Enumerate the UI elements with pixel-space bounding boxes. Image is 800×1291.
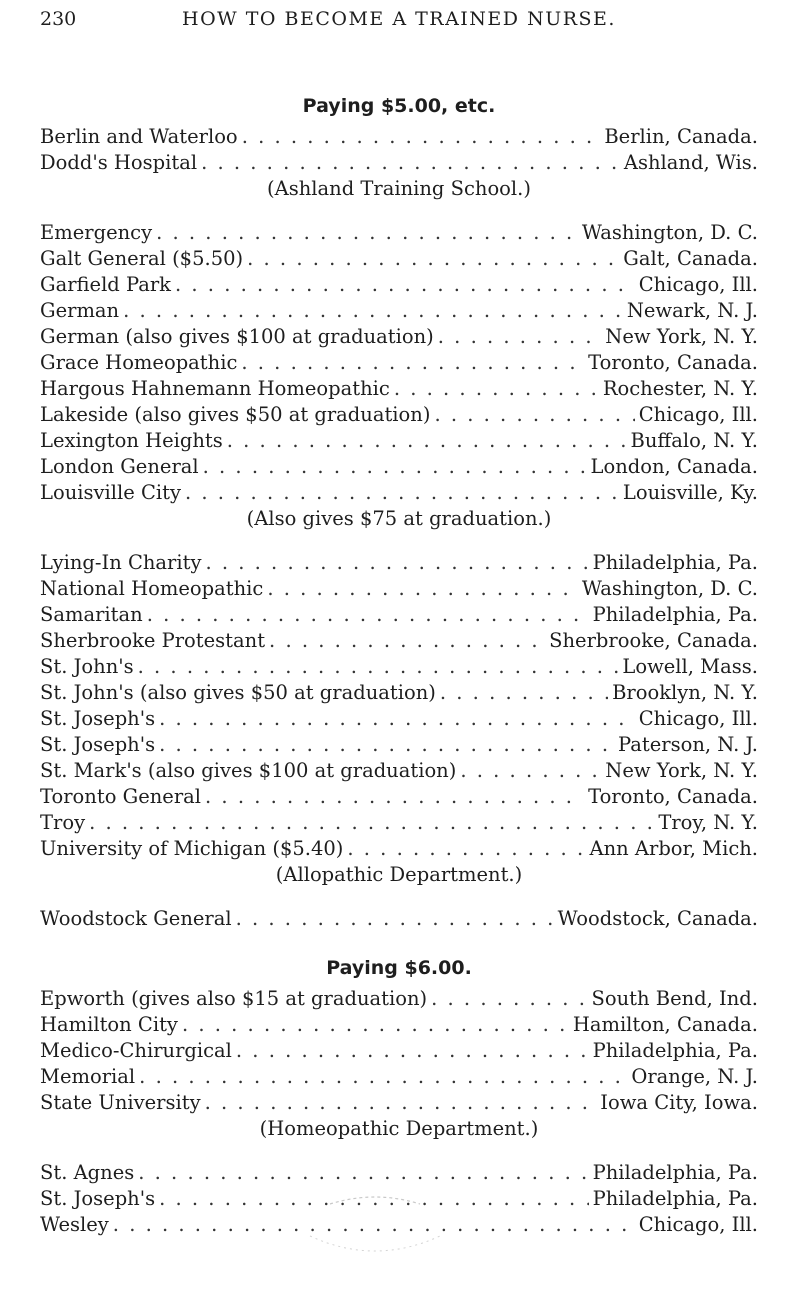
hospital-location: Hamilton, Canada.	[572, 1013, 758, 1036]
hospital-entry	[40, 602, 758, 628]
library-stamp	[300, 1196, 450, 1286]
hospital-name: Emergency	[40, 221, 153, 244]
hospital-entry	[40, 706, 758, 732]
dot-leader	[159, 732, 614, 758]
hospital-name: Berlin and Waterloo	[40, 125, 238, 148]
rate-section	[40, 88, 758, 932]
hospital-entry	[40, 272, 758, 298]
hospital-group	[40, 550, 758, 888]
running-title: HOW TO BECOME A TRAINED NURSE.	[182, 8, 616, 30]
hospital-entry	[40, 628, 758, 654]
hospital-entry	[40, 480, 758, 506]
hospital-list	[40, 88, 758, 1238]
hospital-entry	[40, 324, 758, 350]
hospital-name: Memorial	[40, 1065, 136, 1088]
hospital-name: Woodstock General	[40, 907, 232, 930]
hospital-entry	[40, 454, 758, 480]
hospital-location: Philadelphia, Pa.	[592, 1161, 758, 1184]
dot-leader	[201, 150, 620, 176]
dot-leader	[205, 784, 584, 810]
dot-leader	[182, 1012, 569, 1038]
hospital-entry	[40, 758, 758, 784]
hospital-location: Orange, N. J.	[631, 1065, 758, 1088]
dot-leader	[156, 220, 578, 246]
hospital-entry	[40, 986, 758, 1012]
section-title: Paying $5.00, etc.	[302, 95, 496, 117]
hospital-location: Chicago, Ill.	[638, 273, 758, 296]
rate-section	[40, 950, 758, 1238]
hospital-location: Philadelphia, Pa.	[592, 1039, 758, 1062]
hospital-name: St. John's	[40, 655, 134, 678]
hospital-entry	[40, 784, 758, 810]
dot-leader	[227, 428, 627, 454]
hospital-name: Louisville City	[40, 481, 181, 504]
hospital-location: Ann Arbor, Mich.	[589, 837, 758, 860]
spacer	[40, 932, 758, 950]
dot-leader	[123, 298, 623, 324]
hospital-name: St. Joseph's	[40, 707, 156, 730]
hospital-location: Woodstock, Canada.	[557, 907, 758, 930]
hospital-entry	[40, 1090, 758, 1116]
hospital-name: Toronto General	[40, 785, 202, 808]
hospital-name: St. Joseph's	[40, 1187, 156, 1210]
hospital-entry	[40, 402, 758, 428]
hospital-location: Toronto, Canada.	[588, 785, 758, 808]
hospital-entry	[40, 1038, 758, 1064]
group-note: (Allopathic Department.)	[275, 863, 523, 886]
dot-leader	[269, 628, 545, 654]
dot-leader	[185, 480, 619, 506]
hospital-name: Hamilton City	[40, 1013, 178, 1036]
hospital-location: Chicago, Ill.	[638, 403, 758, 426]
hospital-location: Iowa City, Iowa.	[600, 1091, 758, 1114]
hospital-entry	[40, 350, 758, 376]
hospital-entry	[40, 150, 758, 176]
dot-leader	[267, 576, 578, 602]
hospital-name: St. John's (also gives $50 at graduation)	[40, 681, 436, 704]
dot-leader	[460, 758, 601, 784]
hospital-name: Epworth (gives also $15 at graduation)	[40, 987, 428, 1010]
hospital-group	[40, 906, 758, 932]
hospital-location: Sherbrooke, Canada.	[549, 629, 758, 652]
dot-leader	[241, 350, 584, 376]
spacer	[40, 202, 758, 220]
page-header	[40, 8, 758, 38]
dot-leader	[440, 680, 608, 706]
hospital-location: Galt, Canada.	[623, 247, 758, 270]
hospital-name: Dodd's Hospital	[40, 151, 198, 174]
hospital-location: Philadelphia, Pa.	[592, 603, 758, 626]
hospital-name: Galt General ($5.50)	[40, 247, 244, 270]
hospital-entry	[40, 1160, 758, 1186]
hospital-location: Paterson, N. J.	[618, 733, 758, 756]
hospital-entry	[40, 906, 758, 932]
hospital-name: Garfield Park	[40, 273, 171, 296]
group-note: (Also gives $75 at graduation.)	[246, 507, 552, 530]
hospital-entry	[40, 810, 758, 836]
hospital-entry	[40, 124, 758, 150]
hospital-location: New York, N. Y.	[605, 325, 758, 348]
hospital-entry	[40, 654, 758, 680]
hospital-location: Chicago, Ill.	[638, 707, 758, 730]
dot-leader	[431, 986, 587, 1012]
dot-leader	[175, 272, 635, 298]
spacer	[40, 1142, 758, 1160]
hospital-group	[40, 986, 758, 1142]
dot-leader	[434, 402, 634, 428]
library-stamp-mark	[300, 1196, 450, 1286]
hospital-name: St. Joseph's	[40, 733, 156, 756]
dot-leader	[139, 1064, 627, 1090]
group-note: (Ashland Training School.)	[267, 177, 531, 200]
dot-leader	[159, 706, 635, 732]
hospital-name: State University	[40, 1091, 201, 1114]
hospital-name: German (also gives $100 at graduation)	[40, 325, 434, 348]
hospital-entry	[40, 1064, 758, 1090]
hospital-entry	[40, 246, 758, 272]
hospital-name: London General	[40, 455, 199, 478]
dot-leader	[438, 324, 602, 350]
hospital-location: Ashland, Wis.	[623, 151, 758, 174]
hospital-name: National Homeopathic	[40, 577, 264, 600]
hospital-group	[40, 124, 758, 202]
spacer	[40, 888, 758, 906]
hospital-name: University of Michigan ($5.40)	[40, 837, 344, 860]
hospital-name: St. Mark's (also gives $100 at graduation)	[40, 759, 457, 782]
dot-leader	[203, 454, 587, 480]
dot-leader	[138, 654, 619, 680]
hospital-location: Louisville, Ky.	[622, 481, 758, 504]
dot-leader	[394, 376, 599, 402]
hospital-name: Lexington Heights	[40, 429, 223, 452]
hospital-entry	[40, 220, 758, 246]
hospital-name: German	[40, 299, 120, 322]
hospital-entry	[40, 732, 758, 758]
hospital-location: Buffalo, N. Y.	[630, 429, 758, 452]
hospital-location: Lowell, Mass.	[622, 655, 758, 678]
hospital-entry	[40, 550, 758, 576]
hospital-name: St. Agnes	[40, 1161, 135, 1184]
hospital-name: Lakeside (also gives $50 at graduation)	[40, 403, 431, 426]
hospital-location: South Bend, Ind.	[591, 987, 758, 1010]
hospital-location: London, Canada.	[590, 455, 758, 478]
dot-leader	[236, 906, 554, 932]
spacer	[40, 532, 758, 550]
dot-leader	[147, 602, 589, 628]
hospital-location: Brooklyn, N. Y.	[612, 681, 758, 704]
hospital-name: Grace Homeopathic	[40, 351, 238, 374]
dot-leader	[205, 1090, 597, 1116]
dot-leader	[236, 1038, 589, 1064]
dot-leader	[89, 810, 654, 836]
hospital-location: Berlin, Canada.	[604, 125, 758, 148]
hospital-entry	[40, 376, 758, 402]
hospital-location: Chicago, Ill.	[638, 1213, 758, 1236]
dot-leader	[205, 550, 588, 576]
dot-leader	[347, 836, 585, 862]
hospital-entry	[40, 1012, 758, 1038]
hospital-entry	[40, 576, 758, 602]
section-title: Paying $6.00.	[326, 957, 472, 979]
hospital-name: Wesley	[40, 1213, 109, 1236]
hospital-name: Hargous Hahnemann Homeopathic	[40, 377, 390, 400]
hospital-location: Newark, N. J.	[626, 299, 758, 322]
dot-leader	[138, 1160, 588, 1186]
hospital-location: Washington, D. C.	[581, 221, 758, 244]
dot-leader	[242, 124, 601, 150]
hospital-location: Washington, D. C.	[581, 577, 758, 600]
hospital-entry	[40, 428, 758, 454]
hospital-location: New York, N. Y.	[605, 759, 758, 782]
page-number: 230	[40, 8, 77, 30]
dot-leader	[247, 246, 619, 272]
hospital-entry	[40, 298, 758, 324]
hospital-entry	[40, 836, 758, 862]
group-note: (Homeopathic Department.)	[259, 1117, 539, 1140]
hospital-location: Troy, N. Y.	[658, 811, 758, 834]
hospital-name: Sherbrooke Protestant	[40, 629, 266, 652]
hospital-name: Troy	[40, 811, 86, 834]
hospital-location: Philadelphia, Pa.	[592, 1187, 758, 1210]
hospital-name: Medico-Chirurgical	[40, 1039, 232, 1062]
hospital-name: Lying-In Charity	[40, 551, 202, 574]
hospital-location: Philadelphia, Pa.	[592, 551, 758, 574]
hospital-name: Samaritan	[40, 603, 143, 626]
hospital-group	[40, 220, 758, 532]
hospital-entry	[40, 680, 758, 706]
hospital-location: Toronto, Canada.	[588, 351, 758, 374]
hospital-location: Rochester, N. Y.	[602, 377, 758, 400]
